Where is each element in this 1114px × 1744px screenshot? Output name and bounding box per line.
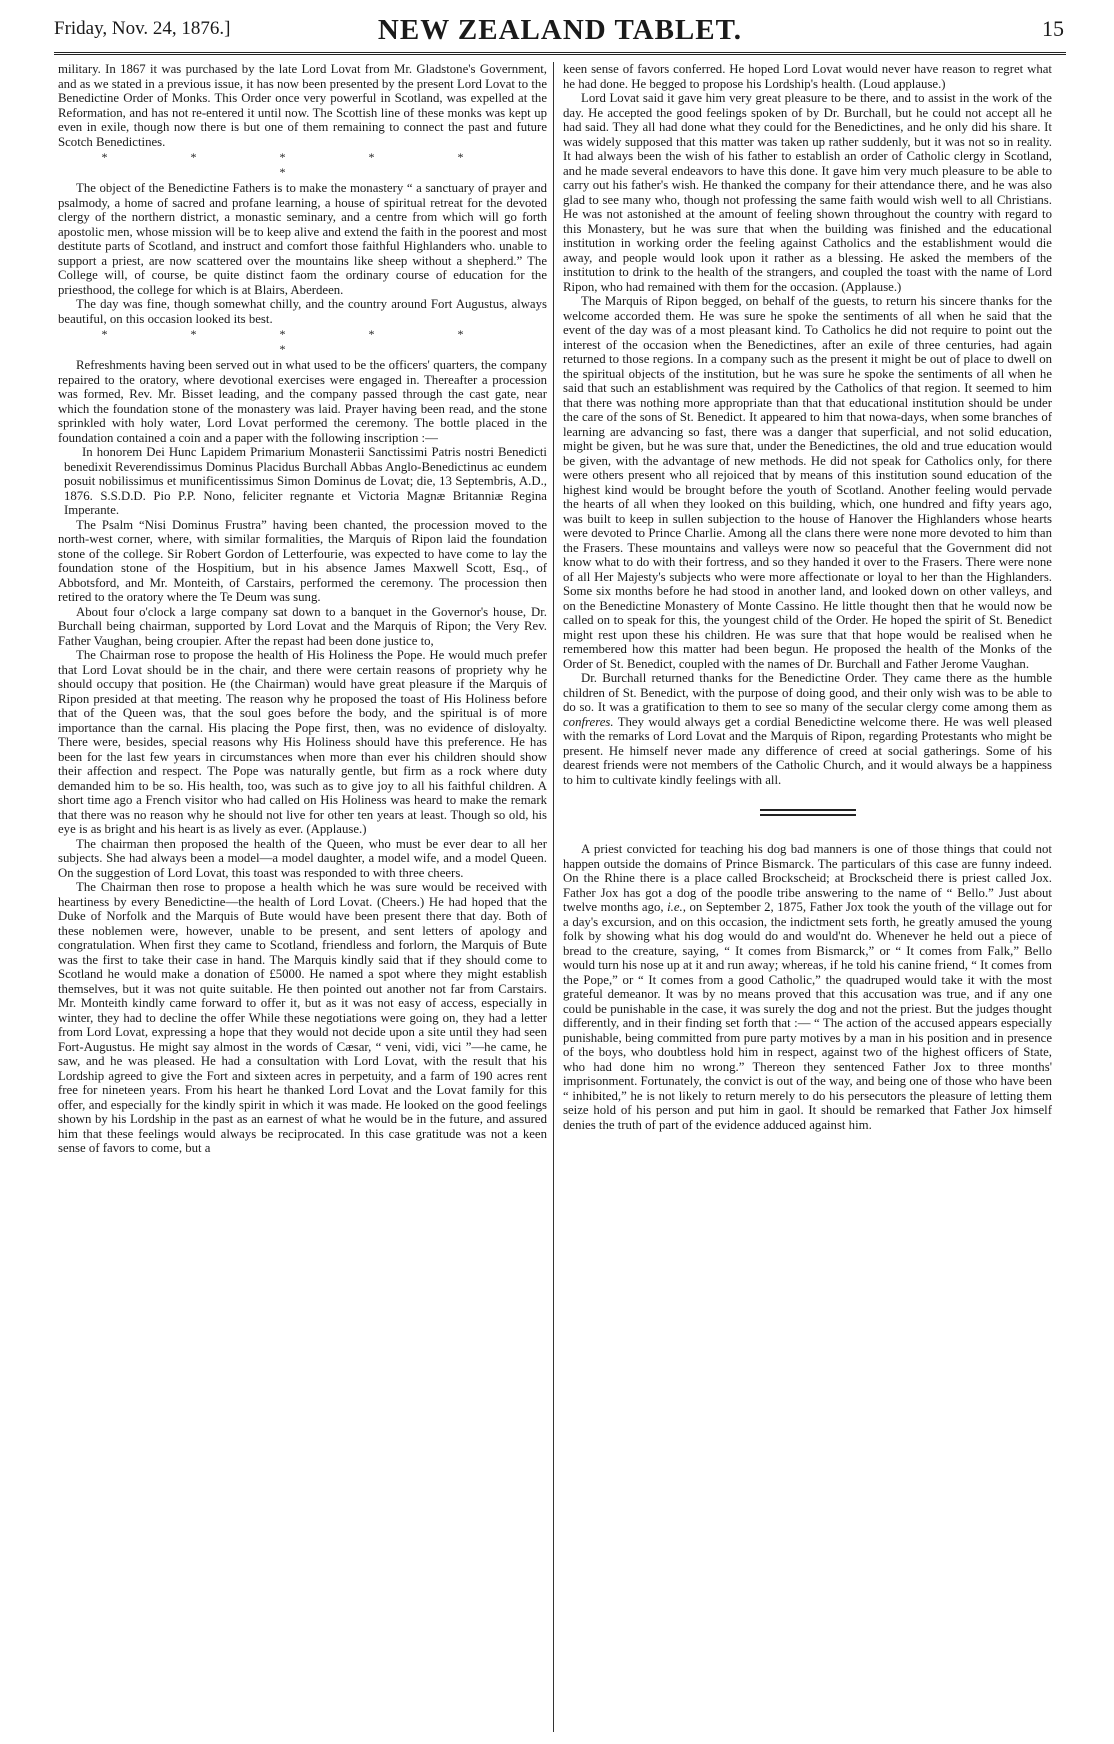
newspaper-title: NEW ZEALAND TABLET. xyxy=(377,14,743,46)
column-rule xyxy=(553,62,554,1732)
paragraph: military. In 1867 it was purchased by the late Lord Lovat from Mr. Gladstone's Government, and as we stated in a previous issue, it has now been presented by the present Lord Lovat to the Benedictine Order of Monks. This Order once very powerful in Scotland, was expelled at the Reformation, and has not re-entered it until now. The Scottish line of these monks was kept up even in exile, though now there is but one of them remaining to connect the past and future Scotch Benedictines. xyxy=(58,62,547,149)
text-run: They would always get a cordial Benedictine welcome there. He was well pleased with the remarks of Lord Lovat and the Marquis of Ripon, regarding Protestants who might be present. He himself never made any difference of creed at social gatherings. Some of his dearest friends were not members of the Catholic Church, and it would always be a happiness to him to cultivate kindly feelings with all. xyxy=(563,714,1052,787)
paragraph: The day was fine, though somewhat chilly, and the country around Fort Augustus, always beautiful, on this occasion looked its best. xyxy=(58,297,547,326)
section-break-stars: * * * * * * xyxy=(101,327,504,356)
paragraph: The object of the Benedictine Fathers is to make the monastery “ a sanctuary of prayer and psalmody, a home of sacred and profane learning, a house of spiritual retreat for the devoted clergy of the northern district, a monastic seminary, and a centre from which will go forth apostolic men, whose mission will be to keep alive and extend the faith in the poorest and most destitute parts of Scotland, and instruct and comfort those faithful Highlanders who. unable to support a priest, are now scattered over the mountains like sheep without a shepherd.” The College will, of course, be quite distinct faom the ordinary course of education for the priesthood, the college for which is at Blairs, Aberdeen. xyxy=(58,181,547,297)
latin-inscription: In honorem Dei Hunc Lapidem Primarium Monasterii Sanctissimi Patris nostri Benedicti benedixit Reverendissimus Dominus Placidus Burchall Abbas Anglo-Benedictinus ac eundem posuit nobilissimus et munificentissimus Simon Dominus de Lovat; die, 13 Septembris, A.D., 1876. S.S.D.D. Pio P.P. Nono, feliciter regnante et Victoria Magnæ Britanniæ Regina Imperante. xyxy=(64,445,547,517)
left-column xyxy=(58,62,547,1737)
masthead xyxy=(54,12,1066,55)
section-break-stars: * * * * * * xyxy=(101,150,504,179)
text-run: on September 2, 1875, Father Jox took the youth of the village out for a day's excursion, and on this occasion, the indictment sets forth, he greatly amused the young folk by showing what his dog would do and would'nt do. Whenever he held out a piece of bread to the creature, saying, “ It comes from Bismarck,” or “ It comes from Falk,” Bello would turn his nose up at it and run away; whereas, if he told his canine friend, “ It comes from the Pope,” or “ It comes from a good Catholic,” the quadruped would take it with the most grateful demeanor. It was by no means proved that this accusation was true, and if any one could be punishable in the case, it was surely the dog and not the priest. But the judges thought differently, and in their finding set forth that :— “ The action of the accused appears especially punishable, being committed from pure party motives by a man in his position and in presence of the boys, who doubtless hold him in respect, against two of the highest officers of State, who had done him no wrong.” Thereon they sentenced Father Jox to three months' imprisonment. Fortunately, the convict is out of the way, and being one of those who have been “ inhibited,” he is not likely to return merely to do his persecutors the pleasure of letting them seize hold of his person and put him in gaol. It should be remarked that Father Jox himself denies the truth of part of the evidence adduced against him. xyxy=(563,900,1052,1132)
paragraph: The Marquis of Ripon begged, on behalf of the guests, to return his sincere thanks for the welcome accorded them. He was sure he spoke the sentiments of all when he said that the event of the day was of a most pleasant kind. To Catholics he did not require to point out the interest of the occasion when the Benedictines, after an exile of three centuries, had again returned to those regions. In a company such as the present it might be out of place to dwell on the spiritual objects of the institution, but he was sure he spoke the sentiments of all when he said that such an establishment was required by the Catholics of that region. It seemed to him that there was nothing more appropriate than that that educational institution should be under the care of the sons of St. Benedict. It appeared to him that nowa-days, when some branches of learning are advancing so fast, there was a danger that superficial, and not solid education, might be given, but he was sure that, under the Benedictines, the old and true education would be given, with the advantage of new methods. He did not speak for Catholics only, for there were others present who all rejoiced that by means of this institution sound education of the highest kind would be brought before the youth of Scotland. Another feeling would pervade the hearts of all when they looked on this building, which, one hundred and fifty years ago, was built to keep in sullen subjection to the house of Hanover the Highlanders whose hearts were devoted to Prince Charlie. Among all the clans there were none more devoted to him than the Frasers. These mountains and valleys were now so peaceful that the Government did not know what to do with their fortress, and so they handed it over to the Frasers. There were none of all Her Majesty's subjects who were more affectionate or loyal to her than the Highlanders. Some six months before he had stood in another land, and looked down on other valleys, and on the Benedictine Monastery of Monte Cassino. He little thought then that he would now be called on to speak for this, the youngest child of the Order. He hoped the spirit of St. Benedict might rest upon these his children. He was sure that that hope would be realised when he remembered how this matter had been begun. He proposed the health of the Monks of the Order of St. Benedict, coupled with the names of Dr. Burchall and Father Jerome Vaughan. xyxy=(563,294,1052,671)
paragraph: Lord Lovat said it gave him very great pleasure to be there, and to assist in the work of the day. He accepted the good feelings spoken of by Dr. Burchall, but he could not accept all he had said. They all had done what they could for the Benedictines, and he only did his share. It was widely supposed that this matter was taken up rather suddenly, but it was not so in reality. It had always been the wish of his father to establish an order of Catholic clergy in Scotland, and he made several endeavors to have this done. It gave him very much pleasure to be able to carry out his father's wish. He thanked the company for their attendance there, and he was also glad to see many who, though not professing the same faith would wish well to all Christians. He was not astonished at the amount of feeling shown throughout the country with regard to this Monastery, but he was sure that when the building was finished and the educational institution in working order the feeling against Catholics and the establishment would die away, and people would look upon it rather as a blessing. He asked the members of the institution to drink to the health of the strangers, and coupled the toast with the name of Lord Ripon, who had remained with them for the occasion. (Applause.) xyxy=(563,91,1052,294)
paragraph xyxy=(563,842,1052,1132)
paragraph: keen sense of favors conferred. He hoped Lord Lovat would never have reason to regret what he had done. He begged to propose his Lordship's health. (Loud applause.) xyxy=(563,62,1052,91)
paragraph: The Chairman then rose to propose a health which he was sure would be received with heartiness by every Benedictine—the health of Lord Lovat. (Cheers.) He had hoped that the Duke of Norfolk and the Marquis of Bute would have been present there that day. Both of these noblemen were, however, unable to be present, and sent letters of apology and congratulation. When first they came to Scotland, friendless and forlorn, the Marquis of Bute was the first to take their case in hand. The Marquis kindly said that if they should come to Scotland he would make a donation of £5000. He named a spot where they might establish themselves, but it was not quite suitable. He then pointed out another not far from Carstairs. Mr. Monteith kindly came forward to offer it, but as it was not easy of access, especially in winter, they had to decline the offer While these negotiations were going on, they had a letter from Lord Lovat, expressing a hope that they would not decide upon a site until they had seen Fort-Augustus. He might say almost in the words of Cæsar, “ veni, vidi, vici ”—he came, he saw, and he was pleased. He had a consultation with Lord Lovat, with the result that his Lordship agreed to give the Fort and sixteen acres in perpetuity, and a farm of 190 acres rent free for nineteen years. From his heart he thanked Lord Lovat and the Lovat family for this offer, and especially for the kindly spirit in which it was made. He looked on the good feelings shown by his Lordship in the past as an earnest of what he would be in the future, and assured him that these feelings would always be reciprocated. In this case gratitude was not a keen sense of favors to come, but a xyxy=(58,880,547,1155)
italic-word: confreres. xyxy=(563,714,614,729)
paragraph: The Psalm “Nisi Dominus Frustra” having been chanted, the procession moved to the north-west corner, where, with similar formalities, the Marquis of Ripon laid the foundation stone of the college. Sir Robert Gordon of Letterfourie, was expected to have come to lay the foundation stone of the Hospitium, but in his absence James Maxwell Scott, Esq., of Abbotsford, and Mr. Monteith, of Carstairs, performed the ceremony. The procession then retired to the oratory where the Te Deum was sung. xyxy=(58,517,547,604)
paragraph: The Chairman rose to propose the health of His Holiness the Pope. He would much prefer that Lord Lovat should be in the chair, and there were certain reasons of propriety why he should occupy that position. He (the Chairman) would have great pleasure if the Marquis of Ripon presided at that meeting. The reason why he proposed the toast of His Holiness before that of the Queen was, that the soul goes before the body, and the spiritual is of more importance than the carnal. His placing the Pope first, then, was no evidence of disloyalty. There were, besides, special reasons why His Holiness should have this preference. He has been for the last few years in circumstances when more than ever his children should show their affection and respect. The Pope was naturally gentle, but firm as a rock where duty demanded him to be so. His health, too, was such as to give joy to all his faithful children. A short time ago a French visitor who had called on His Holiness was heard to make the remark that there was no reason why he should not live for other ten years at least. Though so old, his eye is as bright and his heart is as lively as ever. (Applause.) xyxy=(58,648,547,836)
article-separator xyxy=(760,809,856,816)
paragraph: About four o'clock a large company sat down to a banquet in the Governor's house, Dr. Burchall being chairman, supported by Lord Lovat and the Marquis of Ripon; the Very Rev. Father Vaughan, being croupier. After the repast had been done justice to, xyxy=(58,604,547,648)
paragraph xyxy=(563,671,1052,787)
right-column xyxy=(563,62,1052,1722)
paragraph: Refreshments having been served out in what used to be the officers' quarters, the company repaired to the oratory, where devotional exercises were engaged in. Thereafter a procession was formed, Rev. Mr. Bisset leading, and the company passed through the cast gate, near which the foundation stone of the monastery was laid. Prayer having been read, and the stone sprinkled with holy water, Lord Lovat performed the ceremony. The bottle placed in the foundation contained a coin and a paper with the following inscription :— xyxy=(58,358,547,445)
paragraph: The chairman then proposed the health of the Queen, who must be ever dear to all her subjects. She had always been a model—a model daughter, a model wife, and a model Queen. On the suggestion of Lord Lovat, this toast was responded to with three cheers. xyxy=(58,836,547,880)
text-run: Dr. Burchall returned thanks for the Benedictine Order. They came there as the humble children of St. Benedict, with the purpose of doing good, and their only wish was to be able to do so. It was a gratification to them to see so many of the secular clergy come among them as xyxy=(563,671,1052,714)
text-run: A priest convicted for teaching his dog bad manners is one of those things that could not happen outside the domains of Prince Bismarck. The particulars of this case are funny indeed. On the Rhine there is a place called Brockscheid; at Brockscheid there is priest called Jox. Father Jox has got a dog of the poodle tribe answering to the name of “ Bello.” Just about twelve months ago, xyxy=(563,842,1052,914)
italic-abbreviation: i.e., xyxy=(667,900,686,914)
issue-date: Friday, Nov. 24, 1876.] xyxy=(54,18,231,39)
page-number: 15 xyxy=(1042,16,1064,41)
